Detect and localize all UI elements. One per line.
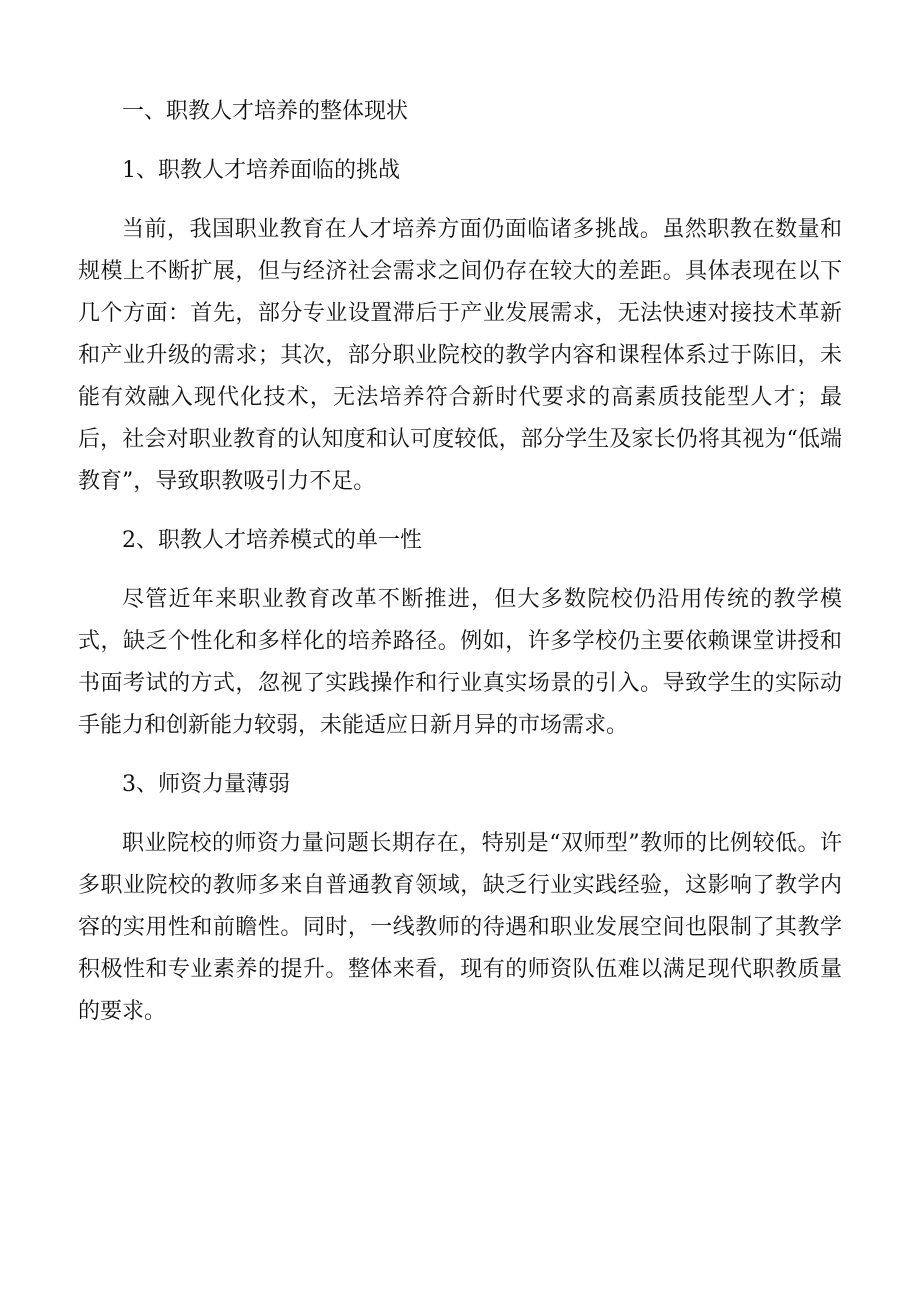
document-body <box>78 91 842 1050</box>
section-title: 一、职教人才培养的整体现状 <box>122 99 409 124</box>
subsection-heading-1: 1、职教人才培养面临的挑战 <box>122 158 400 183</box>
subsection-heading-3: 3、师资力量薄弱 <box>122 772 290 797</box>
paragraph-2: 尽管近年来职业教育改革不断推进，但大多数院校仍沿用传统的教学模式，缺乏个性化和多样化的培养路径。例如，许多学校仍主要依赖课堂讲授和书面考试的方式，忽视了实践操作和行业真实场景的引入。导致学生的实际动手能力和创新能力较弱，未能适应日新月异的市场需求。 <box>78 587 842 738</box>
subsection-heading-2: 2、职教人才培养模式的单一性 <box>122 528 422 553</box>
paragraph-1: 当前，我国职业教育在人才培养方面仍面临诸多挑战。虽然职教在数量和规模上不断扩展，但与经济社会需求之间仍存在较大的差距。具体表现在以下几个方面：首先，部分专业设置滞后于产业发展需求，无法快速对接技术革新和产业升级的需求；其次，部分职业院校的教学内容和课程体系过于陈旧，未能有效融入现代化技术，无法培养符合新时代要求的高素质技能型人才；最后，社会对职业教育的认知度和认可度较低，部分学生及家长仍将其视为“低端教育”，导致职教吸引力不足。 <box>78 217 842 494</box>
paragraph-3: 职业院校的师资力量问题长期存在，特别是“双师型”教师的比例较低。许多职业院校的教师多来自普通教育领域，缺乏行业实践经验，这影响了教学内容的实用性和前瞻性。同时，一线教师的待遇和职业发展空间也限制了其教学积极性和专业素养的提升。整体来看，现有的师资队伍难以满足现代职教质量的要求。 <box>78 831 842 1024</box>
